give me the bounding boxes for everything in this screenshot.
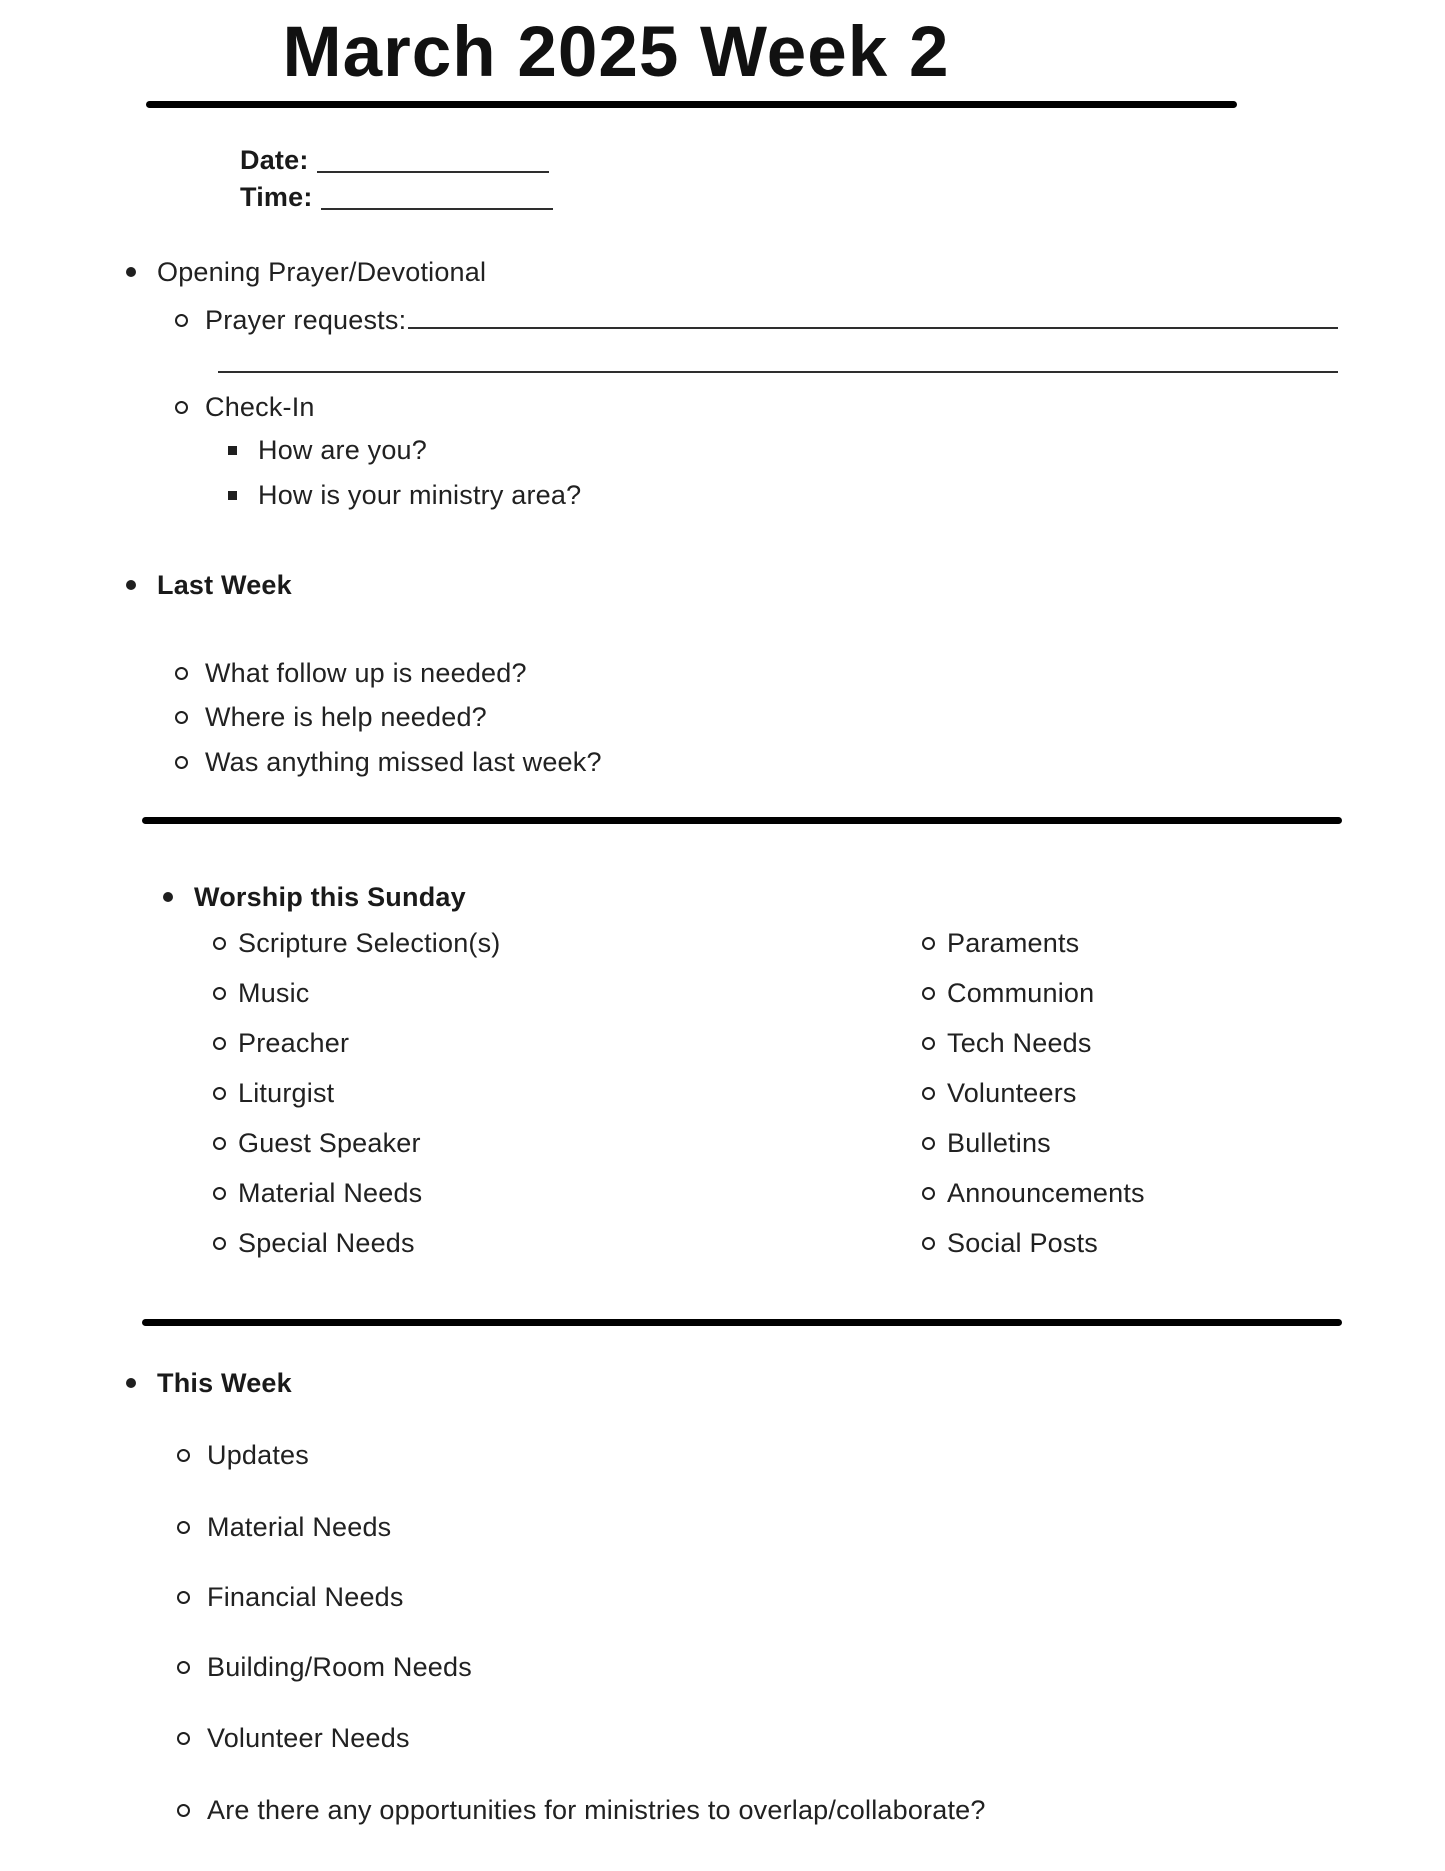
bullet-circle-icon bbox=[177, 1732, 190, 1745]
worship-left-item-row bbox=[213, 1226, 415, 1260]
worship-heading-row bbox=[163, 880, 466, 914]
worship-right-item-row bbox=[922, 1126, 1051, 1160]
worship-right-item: Social Posts bbox=[947, 1228, 1098, 1258]
prayer-requests-label: Prayer requests: bbox=[205, 305, 407, 335]
worship-left-item: Scripture Selection(s) bbox=[238, 928, 501, 958]
this-week-item: Building/Room Needs bbox=[207, 1652, 472, 1682]
bullet-circle-icon bbox=[922, 937, 935, 950]
bullet-circle-icon bbox=[177, 1591, 190, 1604]
last-week-item-row bbox=[175, 656, 527, 690]
bullet-circle-icon bbox=[177, 1449, 190, 1462]
worship-right-item: Volunteers bbox=[947, 1078, 1077, 1108]
opening-prayer-heading: Opening Prayer/Devotional bbox=[157, 257, 487, 287]
worship-heading: Worship this Sunday bbox=[194, 882, 466, 912]
page-title: March 2025 Week 2 bbox=[282, 13, 950, 92]
bullet-circle-icon bbox=[213, 1087, 226, 1100]
bullet-circle-icon bbox=[922, 1087, 935, 1100]
this-week-item: Volunteer Needs bbox=[207, 1723, 410, 1753]
worship-right-item: Paraments bbox=[947, 928, 1080, 958]
check-in-question-row bbox=[228, 433, 427, 467]
bullet-circle-icon bbox=[922, 1037, 935, 1050]
bullet-disc-icon bbox=[126, 267, 136, 277]
worship-right-item: Bulletins bbox=[947, 1128, 1051, 1158]
worship-left-item-row bbox=[213, 926, 501, 960]
time-blank-line bbox=[321, 184, 553, 210]
worship-left-item-row bbox=[213, 976, 310, 1010]
bullet-circle-icon bbox=[177, 1804, 190, 1817]
worship-left-item: Liturgist bbox=[238, 1078, 335, 1108]
bullet-circle-icon bbox=[213, 1137, 226, 1150]
worship-left-item-row bbox=[213, 1176, 422, 1210]
bullet-circle-icon bbox=[922, 1237, 935, 1250]
worship-right-item: Tech Needs bbox=[947, 1028, 1092, 1058]
last-week-item: Was anything missed last week? bbox=[205, 747, 602, 777]
date-row bbox=[240, 143, 549, 177]
this-week-item: Are there any opportunities for ministries to overlap/collaborate? bbox=[207, 1795, 986, 1825]
bullet-square-icon bbox=[228, 491, 237, 500]
prayer-requests-row bbox=[175, 303, 1338, 337]
last-week-item: Where is help needed? bbox=[205, 702, 487, 732]
bullet-disc-icon bbox=[126, 580, 136, 590]
bullet-circle-icon bbox=[922, 1137, 935, 1150]
check-in-label: Check-In bbox=[205, 392, 315, 422]
this-week-item: Updates bbox=[207, 1440, 309, 1470]
worship-right-item-row bbox=[922, 976, 1094, 1010]
prayer-requests-blank-line bbox=[408, 312, 1338, 329]
time-row bbox=[240, 180, 553, 214]
bullet-circle-icon bbox=[213, 937, 226, 950]
bullet-circle-icon bbox=[175, 314, 188, 327]
bullet-circle-icon bbox=[177, 1521, 190, 1534]
bullet-circle-icon bbox=[175, 667, 188, 680]
bullet-circle-icon bbox=[175, 401, 188, 414]
title-underline bbox=[146, 101, 1237, 108]
worship-left-item-row bbox=[213, 1026, 349, 1060]
bullet-disc-icon bbox=[163, 892, 173, 902]
section-divider bbox=[142, 817, 1342, 824]
this-week-item-row bbox=[177, 1580, 404, 1614]
date-blank-line bbox=[317, 147, 549, 173]
this-week-item-row bbox=[177, 1721, 410, 1755]
worship-left-item: Material Needs bbox=[238, 1178, 423, 1208]
last-week-heading-row bbox=[126, 568, 292, 602]
this-week-heading: This Week bbox=[157, 1368, 292, 1398]
this-week-item-row bbox=[177, 1650, 472, 1684]
prayer-requests-blank-line-2 bbox=[218, 371, 1338, 373]
worship-right-item-row bbox=[922, 1076, 1077, 1110]
check-in-row bbox=[175, 390, 315, 424]
check-in-question: How are you? bbox=[258, 435, 427, 465]
opening-prayer-heading-row bbox=[126, 255, 486, 289]
last-week-item-row bbox=[175, 700, 487, 734]
worship-right-item-row bbox=[922, 926, 1079, 960]
this-week-item: Financial Needs bbox=[207, 1582, 404, 1612]
worship-left-item: Preacher bbox=[238, 1028, 350, 1058]
this-week-item: Material Needs bbox=[207, 1512, 392, 1542]
section-divider bbox=[142, 1319, 1342, 1326]
worship-left-item-row bbox=[213, 1076, 334, 1110]
last-week-item-row bbox=[175, 745, 602, 779]
bullet-circle-icon bbox=[213, 1187, 226, 1200]
check-in-question-row bbox=[228, 478, 581, 512]
last-week-heading: Last Week bbox=[157, 570, 292, 600]
worship-right-item: Announcements bbox=[947, 1178, 1145, 1208]
worship-right-item-row bbox=[922, 1226, 1098, 1260]
last-week-item: What follow up is needed? bbox=[205, 658, 527, 688]
this-week-item-row bbox=[177, 1793, 986, 1827]
worship-left-item: Music bbox=[238, 978, 310, 1008]
bullet-circle-icon bbox=[175, 756, 188, 769]
bullet-circle-icon bbox=[177, 1661, 190, 1674]
worship-left-item: Guest Speaker bbox=[238, 1128, 421, 1158]
bullet-circle-icon bbox=[213, 1237, 226, 1250]
this-week-item-row bbox=[177, 1438, 309, 1472]
time-label: Time: bbox=[240, 182, 313, 212]
this-week-heading-row bbox=[126, 1366, 292, 1400]
worship-right-item-row bbox=[922, 1026, 1092, 1060]
worship-left-item-row bbox=[213, 1126, 421, 1160]
bullet-square-icon bbox=[228, 446, 237, 455]
bullet-circle-icon bbox=[922, 1187, 935, 1200]
bullet-circle-icon bbox=[175, 711, 188, 724]
bullet-circle-icon bbox=[213, 1037, 226, 1050]
worship-right-item: Communion bbox=[947, 978, 1095, 1008]
worship-left-item: Special Needs bbox=[238, 1228, 415, 1258]
date-label: Date: bbox=[240, 145, 309, 175]
bullet-disc-icon bbox=[126, 1378, 136, 1388]
this-week-item-row bbox=[177, 1510, 391, 1544]
check-in-question: How is your ministry area? bbox=[258, 480, 582, 510]
bullet-circle-icon bbox=[922, 987, 935, 1000]
worship-right-item-row bbox=[922, 1176, 1145, 1210]
bullet-circle-icon bbox=[213, 987, 226, 1000]
